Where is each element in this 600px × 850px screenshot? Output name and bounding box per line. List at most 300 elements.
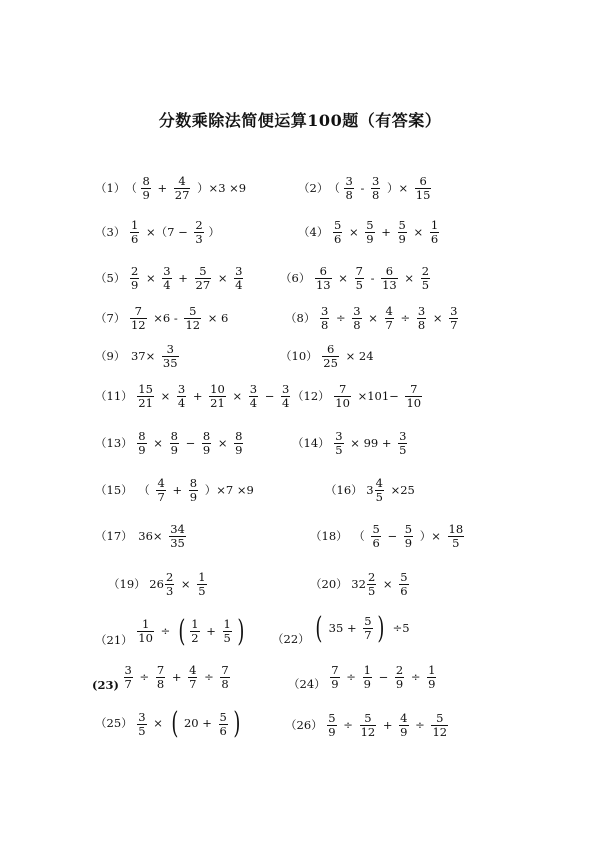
operator-text: + [157, 180, 168, 195]
problem-7 [95, 305, 230, 332]
fraction [395, 664, 404, 691]
fraction [188, 664, 197, 691]
fraction [333, 219, 342, 246]
problem-26 [285, 712, 449, 739]
problem-1 [95, 175, 248, 202]
expression-text: 15 [138, 382, 153, 396]
problem-6 [280, 265, 431, 292]
expression-text: 9 [328, 725, 336, 739]
problem-4 [298, 219, 440, 246]
fraction [431, 712, 448, 739]
expression-text: （24） [288, 676, 326, 691]
expression-text: 12 [432, 725, 448, 739]
fraction [130, 305, 147, 332]
mixed-number [351, 571, 377, 598]
expression-text: 3 [450, 304, 458, 318]
fraction [330, 664, 339, 691]
expression-text: 34 [170, 522, 185, 536]
expression-text: 6 [322, 343, 339, 357]
expression-text: 5 [328, 711, 336, 725]
expression-text: 4 [249, 396, 258, 410]
expression-text: （6） [280, 270, 311, 285]
expression-text: （5） [95, 270, 126, 285]
operator-text: × [217, 270, 228, 285]
fraction [430, 219, 439, 246]
operator-text: × [217, 435, 228, 450]
fraction [209, 383, 226, 410]
fraction [249, 383, 258, 410]
large-parenthesis: ) [232, 706, 240, 741]
fraction [137, 430, 146, 457]
operator-text: + [206, 624, 216, 638]
expression-text: 7 [124, 677, 132, 692]
operator-text: × [153, 716, 163, 731]
fraction [137, 383, 154, 410]
large-parenthesis: ( [315, 610, 323, 646]
operator-text: − [264, 388, 275, 403]
fraction [398, 430, 407, 457]
expression-text: 5 [364, 614, 372, 629]
fraction [234, 265, 243, 292]
expression-text: 4 [157, 476, 165, 490]
expression-text: 6 [381, 265, 398, 279]
expression-text: 9 [138, 443, 146, 457]
problem-20 [310, 571, 410, 598]
problem-13 [95, 430, 244, 457]
fraction [365, 219, 374, 246]
expression-text: 3 [162, 343, 179, 357]
fraction [360, 712, 377, 739]
expression-text: 35 [162, 356, 178, 370]
expression-text: 9 [202, 443, 211, 457]
expression-text: （9） [95, 348, 126, 363]
operator-text: ÷ [410, 669, 421, 684]
expression-text: （20） [310, 576, 348, 591]
expression-text: （13） [95, 435, 133, 450]
problem-22 [272, 612, 412, 646]
expression-text: 21 [210, 396, 225, 410]
operator-text: + [381, 224, 391, 239]
operator-text: × [160, 388, 171, 403]
problem-15 [95, 477, 256, 504]
fraction [385, 305, 394, 332]
fraction [156, 477, 165, 504]
expression-text: 12 [130, 318, 146, 332]
expression-text: 7 [189, 677, 197, 692]
expression-text: （ [125, 180, 137, 195]
operator-text: × [413, 224, 424, 239]
operator-text: − [185, 435, 196, 450]
fraction [165, 571, 174, 598]
fraction [381, 265, 398, 292]
expression-text: 6 [430, 232, 439, 246]
operator-text: 35 + [328, 621, 357, 635]
expression-text: 9 [363, 677, 371, 691]
expression-text: 5 [223, 631, 231, 646]
operator-text: （ [138, 482, 150, 497]
expression-text: （8） [285, 310, 316, 325]
fraction [322, 343, 339, 370]
operator-text: ）× [419, 528, 441, 543]
operator-text: ÷ [343, 717, 353, 732]
fraction [137, 618, 154, 645]
large-parenthesis: ( [170, 706, 178, 741]
expression-text: 7 [130, 305, 147, 319]
operator-text: × [404, 270, 415, 285]
expression-text: 4 [385, 304, 393, 318]
fraction [195, 265, 212, 292]
expression-text: 3 [163, 264, 171, 278]
expression-text: 3 [249, 382, 258, 396]
expression-text: 8 [417, 318, 426, 332]
fraction [355, 265, 364, 292]
expression-text: 18 [448, 522, 464, 536]
expression-text: 3 [345, 174, 353, 188]
expression-text: 5 [452, 536, 460, 550]
expression-text: （7） [95, 310, 126, 325]
expression-text: 6 [315, 265, 332, 279]
operator-text: ×6 - [153, 310, 178, 325]
expression-text: 7 [450, 318, 458, 332]
expression-text: （14） [292, 435, 330, 450]
fraction [234, 430, 243, 457]
expression-text: 1 [363, 663, 371, 677]
expression-text: 7 [385, 318, 393, 332]
page-title: 分数乘除法简便运算100题（有答案） [158, 111, 442, 130]
expression-text: 6 [130, 232, 139, 246]
expression-text: （22） [272, 632, 310, 646]
fraction [130, 219, 139, 246]
expression-text: 3 [177, 382, 186, 396]
fraction [162, 265, 171, 292]
problem-8 [285, 305, 459, 332]
expression-text: 12 [185, 318, 201, 332]
expression-text: 10 [210, 382, 225, 396]
operator-text: ×25 [390, 482, 415, 497]
fraction [197, 571, 206, 598]
expression-text: 9 [142, 188, 150, 202]
operator-text: ）×3 ×9 [197, 180, 247, 195]
expression-text: （15） [95, 482, 133, 497]
operator-text: × [368, 310, 378, 325]
expression-text: （25） [95, 716, 133, 731]
expression-text: 3 [335, 429, 343, 443]
fraction [448, 523, 465, 550]
expression-text: 1 [130, 218, 139, 232]
expression-text: 3 [235, 264, 243, 278]
operator-text: ÷ [415, 717, 425, 732]
fraction [449, 305, 458, 332]
expression-text: 7 [364, 628, 372, 643]
expression-text: 7 [405, 383, 422, 397]
expression-text: （12） [292, 388, 330, 403]
expression-text: 5 [198, 584, 206, 598]
problem-25 [95, 706, 242, 741]
expression-text: 3 [417, 304, 426, 318]
expression-text: 4 [400, 711, 408, 725]
operator-text: 20 + [183, 716, 212, 731]
expression-text: 5 [219, 709, 227, 724]
operator-text: ÷ [346, 669, 356, 684]
fraction [156, 664, 165, 691]
whole-number: 32 [351, 576, 366, 591]
expression-text: 25 [323, 356, 338, 370]
problem-24 [288, 664, 437, 691]
fraction [427, 664, 436, 691]
fraction [334, 430, 343, 457]
operator-text: + [382, 717, 393, 732]
expression-text: 4 [174, 175, 191, 189]
fraction [170, 430, 179, 457]
expression-text: 8 [235, 429, 243, 443]
operator-text: × [338, 270, 348, 285]
expression-text: 4 [235, 278, 243, 292]
expression-text: 15 [415, 188, 431, 202]
expression-text: 8 [142, 174, 150, 188]
expression-text: 4 [189, 663, 197, 678]
expression-text: （16） [325, 482, 363, 497]
expression-text: 7 [334, 383, 351, 397]
problem-19 [108, 571, 208, 598]
expression-text: 8 [156, 677, 165, 692]
fraction [190, 618, 199, 645]
expression-text: 35 [170, 536, 185, 550]
expression-text: 27 [195, 278, 211, 292]
expression-text: 9 [130, 278, 139, 292]
fraction [320, 305, 329, 332]
fraction [417, 305, 426, 332]
expression-text: 3 [320, 304, 329, 318]
fraction [141, 175, 150, 202]
expression-text: （1） [95, 180, 126, 195]
fraction [202, 430, 211, 457]
expression-text: （11） [95, 388, 133, 403]
expression-text: 1 [428, 663, 436, 677]
expression-text: 4 [282, 396, 290, 410]
expression-text: 9 [170, 443, 178, 457]
fraction [371, 175, 380, 202]
expression-text: 5 [355, 278, 363, 292]
expression-text: (23) [92, 678, 119, 692]
operator-text: × [180, 576, 191, 591]
expression-text: 3 [282, 382, 290, 396]
expression-text: 1 [191, 617, 199, 632]
fraction [137, 711, 146, 738]
operator-text: ÷5 [392, 621, 410, 635]
fraction [399, 571, 408, 598]
fraction [398, 219, 407, 246]
large-parenthesis: ) [377, 610, 385, 646]
expression-text: ） [208, 224, 220, 239]
expression-text: （2） [298, 180, 329, 195]
operator-text: ）×7 ×9 [204, 482, 254, 497]
operator-text: + [192, 388, 203, 403]
expression-text: 8 [345, 188, 353, 202]
expression-text: 8 [170, 429, 178, 443]
operator-text: 37× [130, 348, 156, 363]
operator-text: - [370, 270, 375, 285]
expression-text: 1 [198, 570, 206, 584]
expression-text: 9 [428, 677, 436, 691]
expression-text: 5 [375, 490, 383, 504]
expression-text: 13 [315, 278, 331, 292]
expression-text: 13 [382, 278, 397, 292]
expression-text: （26） [285, 717, 323, 732]
problem-5 [95, 265, 244, 292]
fraction [219, 711, 228, 738]
whole-number: 26 [149, 576, 164, 591]
expression-text: 7 [355, 264, 363, 278]
expression-text: 6 [219, 723, 227, 738]
expression-text: 2 [367, 570, 376, 584]
expression-text: 1 [430, 218, 439, 232]
fraction [371, 523, 380, 550]
expression-text: 8 [353, 318, 361, 332]
expression-text: 3 [399, 429, 407, 443]
expression-text: 8 [320, 318, 329, 332]
fraction [177, 383, 186, 410]
expression-text: 7 [221, 663, 229, 678]
expression-text: 8 [138, 429, 146, 443]
expression-text: 5 [398, 218, 406, 232]
large-parenthesis: ( [178, 613, 186, 649]
expression-text: 2 [195, 218, 203, 232]
expression-text: 12 [360, 725, 376, 739]
fraction [344, 175, 353, 202]
problem-18 [310, 523, 465, 550]
expression-text: 5 [404, 522, 413, 536]
expression-text: 2 [191, 631, 199, 646]
fraction [162, 343, 179, 370]
expression-text: （19） [108, 576, 146, 591]
problem-12 [292, 383, 423, 410]
expression-text: 9 [395, 677, 404, 691]
expression-text: 9 [404, 536, 413, 550]
expression-text: 2 [421, 264, 430, 278]
fraction [327, 712, 336, 739]
fraction [281, 383, 290, 410]
fraction [421, 265, 430, 292]
operator-text: × [348, 224, 359, 239]
expression-text: 5 [421, 278, 430, 292]
fraction [415, 175, 432, 202]
expression-text: 3 [138, 709, 146, 724]
expression-text: 8 [202, 429, 211, 443]
expression-text: 7 [157, 490, 165, 504]
fraction [130, 265, 139, 292]
operator-text: ÷ [139, 670, 150, 684]
operator-text: × [382, 576, 393, 591]
expression-text: 5 [138, 723, 146, 738]
expression-text: 5 [184, 305, 201, 319]
expression-text: 3 [124, 663, 132, 678]
expression-text: 5 [333, 218, 342, 232]
fraction [169, 523, 186, 550]
expression-text: 5 [431, 712, 448, 726]
expression-text: 7 [156, 663, 165, 678]
expression-text: 21 [138, 396, 153, 410]
expression-text: 7 [331, 663, 339, 677]
expression-text: 8 [221, 677, 229, 692]
expression-text: 9 [189, 490, 198, 504]
fraction [184, 305, 201, 332]
fraction [367, 571, 376, 598]
expression-text: 5 [399, 443, 407, 457]
expression-text: 3 [165, 584, 174, 598]
expression-text: （17） [95, 528, 133, 543]
problem-14 [292, 430, 408, 457]
operator-text: × 24 [345, 348, 374, 363]
expression-text: 5 [367, 584, 376, 598]
fraction [375, 477, 384, 504]
expression-text: 10 [406, 396, 422, 410]
problem-16 [325, 477, 417, 504]
fraction [174, 175, 191, 202]
operator-text: ÷ [335, 310, 346, 325]
fraction [124, 664, 133, 691]
expression-text: 3 [372, 174, 380, 188]
expression-text: 9 [235, 443, 243, 457]
fraction [334, 383, 351, 410]
expression-text: 4 [177, 396, 186, 410]
operator-text: × [153, 435, 163, 450]
expression-text: 10 [138, 631, 153, 646]
operator-text: ÷ [400, 310, 411, 325]
operator-text: × [145, 270, 156, 285]
problem-23 [92, 664, 231, 692]
expression-text: （21） [95, 633, 133, 647]
mixed-number [366, 477, 385, 504]
operator-text: × 6 [207, 310, 229, 325]
expression-text: （4） [298, 224, 329, 239]
fraction [363, 664, 372, 691]
expression-text: 5 [335, 443, 343, 457]
expression-text: 5 [372, 522, 380, 536]
operator-text: 36× [138, 528, 163, 543]
operator-text: （ [353, 528, 365, 543]
problem-11 [95, 383, 291, 410]
operator-text: − [378, 669, 389, 684]
operator-text: ÷ [204, 670, 214, 684]
expression-text: 5 [360, 712, 377, 726]
expression-text: 8 [372, 188, 380, 202]
expression-text: 9 [366, 232, 374, 246]
expression-text: 4 [163, 278, 171, 292]
expression-text: 6 [333, 232, 342, 246]
fraction [399, 712, 408, 739]
fraction [352, 305, 361, 332]
problem-21 [95, 613, 246, 649]
large-parenthesis: ) [236, 613, 244, 649]
operator-text: × [232, 388, 243, 403]
expression-text: （ [328, 180, 340, 195]
expression-text: 3 [353, 304, 361, 318]
fraction [363, 615, 372, 642]
expression-text: 1 [137, 618, 154, 632]
operator-text: ）× [387, 180, 409, 195]
operator-text: + [171, 670, 182, 684]
problem-3 [95, 219, 220, 246]
fraction [315, 265, 332, 292]
fraction [223, 618, 232, 645]
operator-text: ×101− [357, 388, 399, 403]
operator-text: − [387, 528, 398, 543]
operator-text: × [432, 310, 443, 325]
expression-text: 4 [375, 476, 383, 490]
expression-text: 6 [415, 175, 432, 189]
problem-17 [95, 523, 187, 550]
operator-text: + [172, 482, 183, 497]
